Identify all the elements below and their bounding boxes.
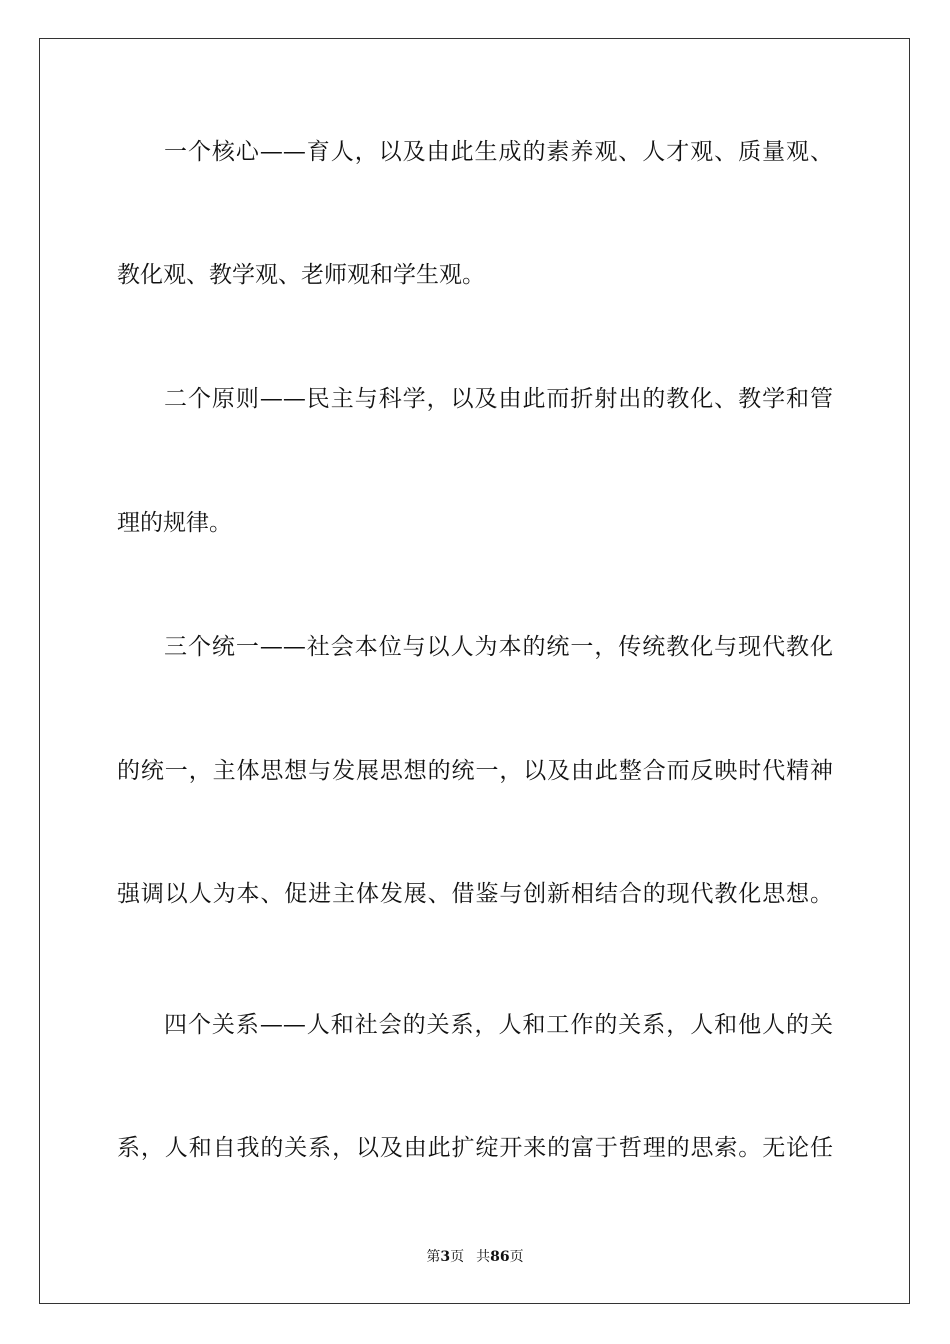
paragraph-line: 一个核心——育人，以及由此生成的素养观、人才观、质量观、 xyxy=(164,139,833,165)
paragraph-line: 教化观、教学观、老师观和学生观。 xyxy=(117,262,485,288)
page-footer xyxy=(0,1247,950,1267)
paragraph-line: 理的规律。 xyxy=(117,510,232,536)
total-suffix: 页 xyxy=(509,1249,524,1265)
page-frame xyxy=(39,38,910,1304)
paragraph-line: 三个统一——社会本位与以人为本的统一，传统教化与现代教化 xyxy=(164,634,833,660)
paragraph-line: 系，人和自我的关系，以及由此扩绽开来的富于哲理的思索。无论任 xyxy=(117,1135,833,1161)
total-page-number: 86 xyxy=(490,1249,510,1265)
paragraph-line: 强调以人为本、促进主体发展、借鉴与创新相结合的现代教化思想。 xyxy=(117,881,833,907)
total-prefix: 共 xyxy=(476,1249,491,1265)
page-suffix: 页 xyxy=(450,1249,465,1265)
paragraph-line: 二个原则——民主与科学，以及由此而折射出的教化、教学和管 xyxy=(164,386,833,412)
paragraph-line: 的统一，主体思想与发展思想的统一，以及由此整合而反映时代精神 xyxy=(117,758,833,784)
current-page-number: 3 xyxy=(440,1249,451,1265)
paragraph-line: 四个关系——人和社会的关系，人和工作的关系，人和他人的关 xyxy=(164,1012,833,1038)
page-prefix: 第 xyxy=(426,1249,441,1265)
